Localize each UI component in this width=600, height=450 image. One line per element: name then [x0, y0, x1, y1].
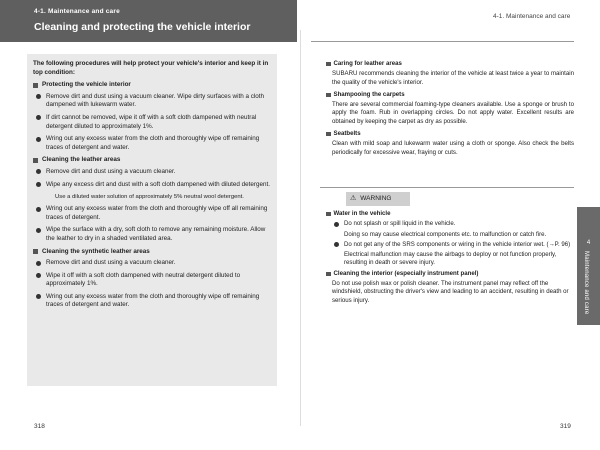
warning-box — [320, 187, 574, 368]
item-text: Do not splash or spill liquid in the vehicle. — [344, 220, 456, 228]
chapter-side-tab[interactable] — [577, 207, 600, 325]
item-text: Wipe any excess dirt and dust with a soft cloth dampened with diluted detergent. — [46, 180, 271, 188]
list-item — [33, 168, 271, 177]
item-text: Remove dirt and dust using a vacuum cleaner. Wipe dirty surfaces with a cloth dampened with lukewarm water. — [46, 92, 265, 109]
chapter-number: 4 — [586, 240, 591, 246]
square-bullet-icon — [326, 62, 331, 67]
bullet-dot-icon — [36, 115, 41, 120]
square-bullet-icon — [33, 158, 38, 163]
square-bullet-icon — [33, 249, 38, 254]
header-bar — [0, 0, 297, 42]
bullet-dot-icon — [36, 207, 41, 212]
warning-section-heading — [326, 210, 572, 218]
section-heading — [326, 130, 574, 138]
paragraph: Do not use polish wax or polish cleaner. The instrument panel may reflect off the windshield, obstructing the driver's view and leading to an accident, resulting in death or serious injury. — [332, 280, 569, 304]
heading-text: Cleaning the synthetic leather areas — [42, 247, 150, 255]
section-heading — [33, 156, 271, 165]
section-label: 4-1. Maintenance and care — [34, 8, 120, 15]
page-number-left: 318 — [34, 423, 45, 430]
square-bullet-icon — [326, 93, 331, 98]
page-title: Cleaning and protecting the vehicle interior — [34, 21, 251, 33]
bullet-dot-icon — [36, 94, 41, 99]
item-text: Remove dirt and dust using a vacuum cleaner. — [46, 259, 176, 267]
right-section-label: 4-1. Maintenance and care — [493, 13, 571, 20]
section-heading — [33, 81, 271, 90]
warning-triangle-icon: ⚠ — [350, 194, 357, 202]
item-text: If dirt cannot be removed, wipe it off with a soft cloth dampened with neutral detergent diluted to approximately 1%. — [46, 113, 257, 130]
left-content-box — [27, 54, 277, 386]
paragraph: There are several commercial foaming-type cleaners available. Use a sponge or brush to apply the foam. Rub in overlapping circles. Do not apply water. Excellent results are obtained by keeping the carpet as dry as possible. — [332, 101, 574, 125]
warning-body — [326, 210, 572, 305]
item-text: Wring out any excess water from the cloth and thoroughly wipe off remaining traces of detergent and water. — [46, 292, 260, 309]
warning-header — [346, 192, 410, 206]
right-content — [326, 60, 574, 161]
bullet-dot-icon — [36, 137, 41, 142]
heading-text: Caring for leather areas — [333, 60, 402, 67]
list-item — [33, 226, 271, 243]
warning-label: WARNING — [360, 194, 392, 202]
heading-text: Cleaning the interior (especially instrument panel) — [333, 269, 479, 277]
paragraph: SUBARU recommends cleaning the interior of the vehicle at least twice a year to maintain the quality of the vehicle's interior. — [332, 70, 574, 86]
square-bullet-icon — [326, 132, 331, 137]
note-text: Use a diluted water solution of approximately 5% neutral wool detergent. — [55, 194, 244, 201]
list-item — [33, 93, 271, 110]
section-heading — [33, 248, 271, 257]
section-heading — [326, 60, 574, 68]
list-item — [33, 181, 271, 190]
item-text: Remove dirt and dust using a vacuum cleaner. — [46, 167, 176, 175]
item-text: Wring out any excess water from the cloth and thoroughly wipe off all remaining traces of detergent. — [46, 205, 268, 221]
list-item — [33, 114, 271, 131]
bullet-dot-icon — [334, 242, 339, 247]
page-number-right: 319 — [560, 423, 571, 430]
square-bullet-icon — [33, 83, 38, 88]
bullet-dot-icon — [36, 273, 41, 278]
warning-section-heading — [326, 270, 572, 278]
heading-text: Seatbelts — [333, 130, 361, 138]
paragraph: Clean with mild soap and lukewarm water using a cloth or sponge. Also check the belts periodically for excessive wear, fraying or cuts. — [332, 140, 574, 156]
item-text: Wring out any excess water from the cloth and thoroughly wipe off remaining traces of detergent and water. — [46, 135, 260, 151]
list-item — [33, 293, 271, 310]
square-bullet-icon — [326, 272, 331, 277]
header-rule — [311, 41, 574, 42]
page-gutter — [300, 30, 301, 426]
intro-text: The following procedures will help protect your vehicle's interior and keep it in top condition: — [33, 60, 269, 76]
item-continuation: Doing so may cause electrical components etc. to malfunction or catch fire. — [344, 230, 547, 238]
bullet-dot-icon — [36, 169, 41, 174]
bullet-dot-icon — [36, 294, 41, 299]
heading-text: Cleaning the leather areas — [42, 156, 121, 164]
item-continuation: Electrical malfunction may cause the airbags to deploy or not function properly, resulting in death or severe injury. — [344, 251, 557, 267]
section-heading — [326, 91, 574, 99]
square-bullet-icon — [326, 212, 331, 217]
list-item — [33, 272, 271, 289]
bullet-dot-icon — [334, 222, 339, 227]
list-item — [33, 259, 271, 268]
list-item — [33, 135, 271, 152]
item-text: Wipe the surface with a dry, soft cloth to remove any remaining moisture. Allow the leather to dry in a shaded ventilated area. — [46, 226, 266, 242]
list-item — [326, 241, 572, 249]
bullet-dot-icon — [36, 228, 41, 233]
chapter-label: Maintenance and care — [583, 251, 589, 315]
item-text: Wipe it off with a soft cloth dampened with neutral detergent diluted to approximately 1%. — [46, 271, 241, 288]
heading-text: Protecting the vehicle interior — [42, 81, 131, 89]
list-item — [326, 220, 572, 228]
heading-text: Shampooing the carpets — [333, 90, 405, 98]
item-text: Do not get any of the SRS components or wiring in the vehicle interior wet. (→P. 96) — [344, 240, 571, 248]
heading-text: Water in the vehicle — [333, 210, 391, 217]
bullet-dot-icon — [36, 182, 41, 187]
bullet-dot-icon — [36, 261, 41, 266]
list-item — [33, 205, 271, 222]
